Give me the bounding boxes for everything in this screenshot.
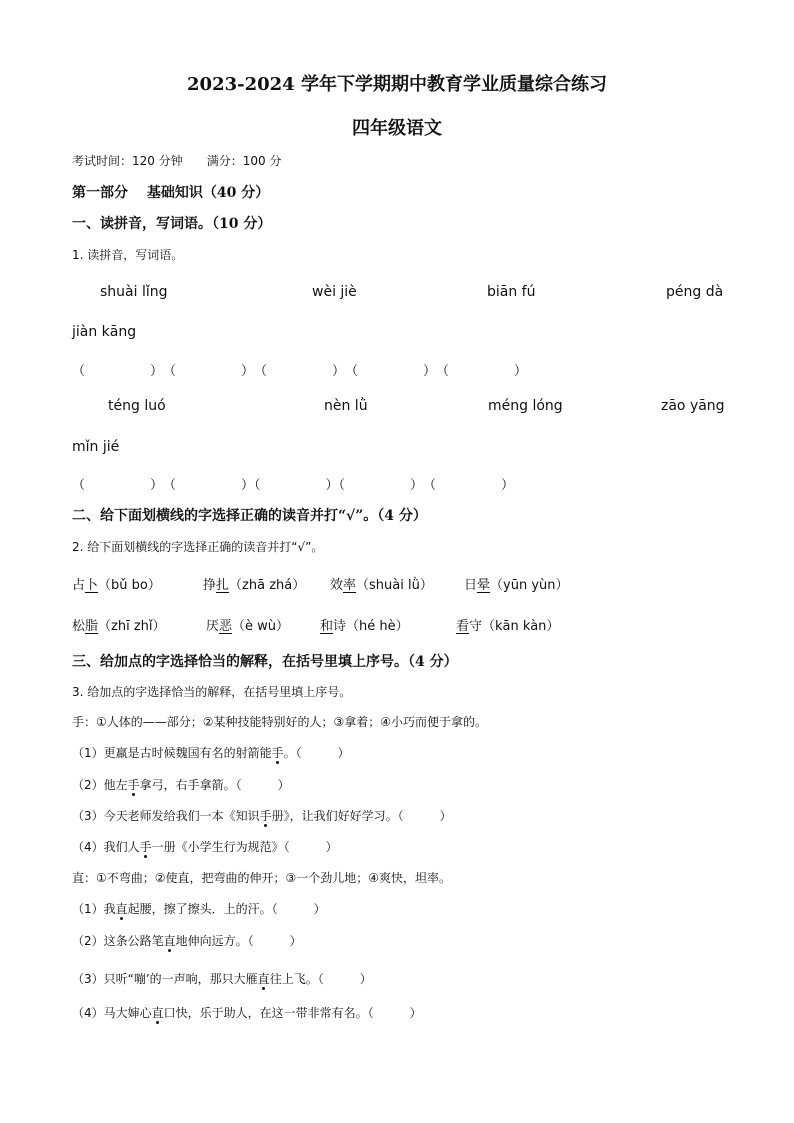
pinyin-bian-fu: biān fú [487,284,536,300]
pinyin-wei-jie: wèi jiè [312,284,357,300]
pronunciation-item[interactable]: 挣扎（zhā zhá） [203,578,306,593]
pronunciation-item[interactable]: 厌恶（è wù） [206,619,290,634]
sentence-item[interactable]: （2）这条公路笔直地伸向远方。（ ） [72,934,302,948]
part-one-label: 第一部分 基础知识（40 分） [72,185,270,201]
pronunciation-item[interactable]: 日晕（yūn yùn） [464,578,569,593]
pinyin-jian-kang: jiàn kāng [72,324,137,340]
question-1: 1. 读拼音，写词语。 [72,248,184,262]
pinyin-peng-da: péng dà [666,284,724,300]
pronunciation-item[interactable]: 和诗（hé hè） [320,619,409,634]
pronunciation-item[interactable]: 看守（kān kàn） [456,619,560,634]
sentence-item[interactable]: （4）马大婶心直口快，乐于助人，在这一带非常有名。（ ） [72,1006,422,1020]
sentence-item[interactable]: （1）我直起腰，擦了擦头．上的汗。（ ） [72,902,326,916]
pronunciation-item[interactable]: 松脂（zhī zhǐ） [72,619,166,634]
pronunciation-item[interactable]: 效率（shuài lǜ） [330,578,433,593]
exam-info: 考试时间：120 分钟 满分：100 分 [72,154,282,168]
section-two-heading: 二、给下面划横线的字选择正确的读音并打“√”。（4 分） [72,508,427,524]
definition-zhi: 直：①不弯曲；②使直，把弯曲的伸开；③一个劲儿地；④爽快，坦率。 [72,871,452,885]
pinyin-meng-long: méng lóng [488,398,563,414]
section-one-heading: 一、读拼音，写词语。（10 分） [72,216,272,232]
sentence-item[interactable]: （3）今天老师发给我们一本《知识手册》，让我们好好学习。（ ） [72,809,452,823]
pinyin-min-jie: mǐn jié [72,439,120,455]
exam-title: 2023-2024 学年下学期期中教育学业质量综合练习 [187,74,607,95]
sentence-item[interactable]: （1）更羸是古时候魏国有名的射箭能手。（ ） [72,746,350,760]
sentence-item[interactable]: （2）他左手拿弓，右手拿箭。（ ） [72,778,290,792]
pinyin-nen-lv: nèn lǜ [324,398,368,414]
answer-brackets-row-1[interactable]: （ ） （ ） （ ） （ ） （ ） [72,364,528,379]
pinyin-teng-luo: téng luó [108,398,166,414]
sentence-item[interactable]: （3）只听“嘣’的一声响，那只大雁直往上飞。（ ） [72,972,372,986]
pinyin-shuai-ling: shuài lǐng [100,284,168,300]
pinyin-zao-yang: zāo yāng [661,398,725,414]
answer-brackets-row-2[interactable]: （ ） （ ）（ ）（ ） （ ） [72,478,515,493]
question-3: 3. 给加点的字选择恰当的解释，在括号里填上序号。 [72,685,352,699]
section-three-heading: 三、给加点的字选择恰当的解释，在括号里填上序号。（4 分） [72,654,458,670]
definition-shou: 手：①人体的——部分；②某种技能特别好的人；③拿着；④小巧而便于拿的。 [72,715,488,729]
question-2: 2. 给下面划横线的字选择正确的读音并打“√”。 [72,540,324,554]
sentence-item[interactable]: （4）我们人手一册《小学生行为规范》（ ） [72,840,338,854]
pronunciation-item[interactable]: 占卜（bǔ bo） [72,578,161,593]
exam-subtitle: 四年级语文 [352,118,442,139]
